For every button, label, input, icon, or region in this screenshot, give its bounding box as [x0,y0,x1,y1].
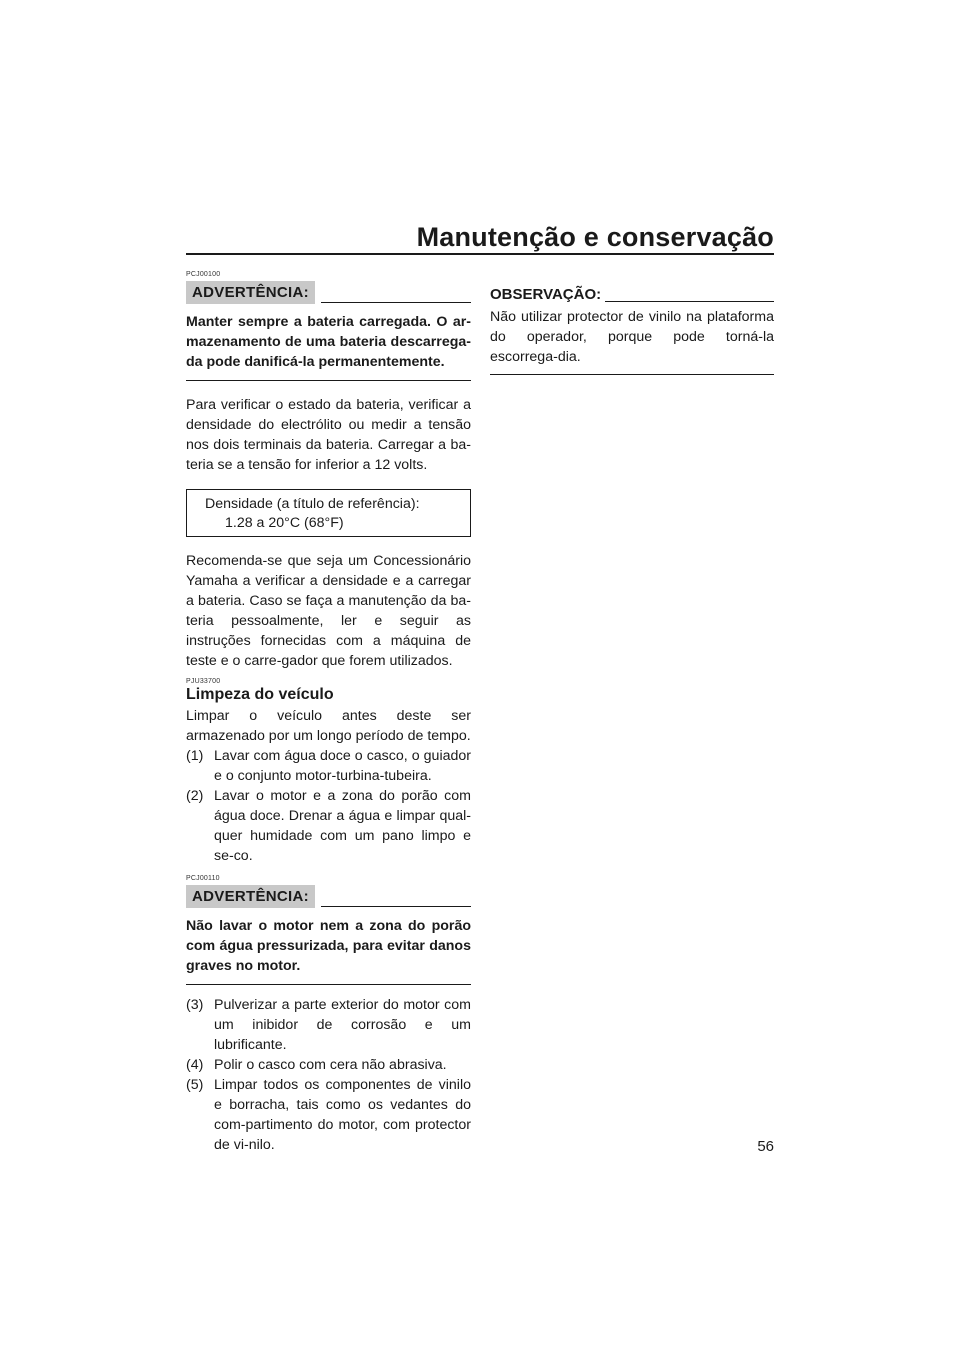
page-title: Manutenção e conservação [416,222,774,252]
spec-label: Densidade (a título de referência): [205,496,420,512]
warning-code: PCJ00100 [186,271,221,278]
list-item [186,786,471,866]
warning-text: Não lavar o motor nem a zona do porão com água pressurizada, para evitar danos graves no motor. [186,916,471,985]
note-label: OBSERVAÇÃO: [490,286,602,303]
list-text: Polir o casco com cera não abrasiva. [214,1057,447,1073]
left-column [186,270,471,1155]
list-text: Pulverizar a parte exterior do motor com um inibidor de corrosão e um lubrificante. [214,997,471,1053]
list-text: Limpar todos os componentes de vinilo e borracha, tais como os vedantes do com-partimento do motor, com protector de vi-nilo. [214,1077,471,1153]
warning-label: ADVERTÊNCIA: [186,885,315,908]
warning-header [186,885,471,908]
warning-label: ADVERTÊNCIA: [186,281,315,304]
warning-rule [321,302,471,303]
section-code: PJU33700 [186,678,221,685]
note-rule [605,301,774,302]
title-rule [186,253,774,255]
spec-value: 1.28 a 20°C (68°F) [225,515,344,531]
spec-box [186,489,471,537]
right-column [490,286,774,375]
list-text: Lavar com água doce o casco, o guiador e o conjunto motor-turbina-tubeira. [214,748,471,784]
warning-rule [321,906,471,907]
section-heading: Limpeza do veículo [186,686,334,703]
list-number: (3) [186,997,204,1013]
list-text: Lavar o motor e a zona do porão com água doce. Drenar a água e limpar qual-quer humidade com um pano limpo e se-co. [214,788,471,864]
warning-code: PCJ00110 [186,875,220,882]
recommendation-paragraph: Recomenda-se que seja um Concessionário Yamaha a verificar a densidade e a carregar a bateria. Caso se faça a manutenção da ba-teria pessoalmente, ler e seguir as instruções fornecidas com a máquina de teste e o carre-gador que forem utilizados. [186,553,471,669]
list-number: (2) [186,788,204,804]
steps-list [186,995,471,1155]
list-number: (5) [186,1077,204,1093]
note-text: Não utilizar protector de vinilo na plataforma do operador, porque pode torná-la escorrega-dia. [490,307,774,375]
warning-text: Manter sempre a bateria carregada. O ar-mazenamento de uma bateria descarrega-da pode danificá-la permanentemente. [186,312,471,381]
page-number: 56 [757,1138,774,1155]
list-number: (4) [186,1057,204,1073]
list-item [186,1055,471,1075]
list-item [186,995,471,1055]
note-header [490,286,774,304]
list-item [186,1075,471,1155]
section-intro: Limpar o veículo antes deste ser armazenado por um longo período de tempo. [186,708,471,744]
battery-check-paragraph: Para verificar o estado da bateria, verificar a densidade do electrólito ou medir a tensão nos dois terminais da bateria. Carregar a ba-teria se a tensão for inferior a 12 volts. [186,397,471,473]
warning-header [186,281,471,304]
list-item [186,746,471,786]
list-number: (1) [186,748,204,764]
